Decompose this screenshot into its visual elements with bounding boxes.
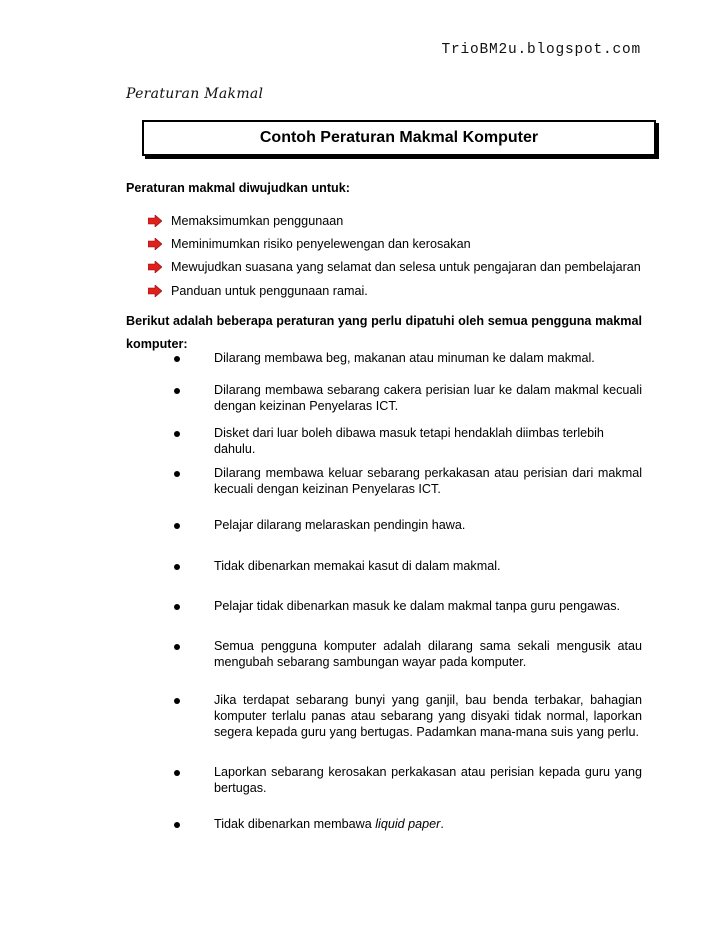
arrow-icon: [148, 215, 162, 227]
bullet-icon: [174, 770, 180, 776]
bullet-icon: [174, 822, 180, 828]
arrow-icon: [148, 261, 162, 273]
rule-text-prefix: Tidak dibenarkan membawa: [214, 817, 376, 831]
bullet-icon: [174, 564, 180, 570]
rule-text: Dilarang membawa sebarang cakera perisian luar ke dalam makmal kecuali dengan keizinan Penyelaras ICT.: [214, 383, 642, 413]
list-item: [148, 209, 641, 232]
bullet-icon: [174, 644, 180, 650]
list-item: [148, 256, 641, 279]
purpose-heading: Peraturan makmal diwujudkan untuk:: [126, 181, 350, 195]
rule-text: Disket dari luar boleh dibawa masuk tetapi hendaklah diimbas terlebih dahulu.: [214, 426, 604, 456]
purpose-item-text: Memaksimumkan penggunaan: [171, 213, 344, 228]
rule-text-suffix: .: [440, 817, 444, 831]
rule-text: Pelajar dilarang melaraskan pendingin hawa.: [214, 518, 466, 532]
site-url: TrioBM2u.blogspot.com: [441, 42, 641, 58]
arrow-icon: [148, 285, 162, 297]
rule-text: Pelajar tidak dibenarkan masuk ke dalam makmal tanpa guru pengawas.: [214, 599, 621, 613]
list-item: [148, 232, 641, 255]
title-box: [142, 120, 656, 156]
rule-text: Semua pengguna komputer adalah dilarang sama sekali mengusik atau mengubah sebarang sambungan wayar pada komputer.: [214, 639, 642, 669]
list-item: [148, 279, 641, 302]
bullet-icon: [174, 471, 180, 477]
rule-text: Jika terdapat sebarang bunyi yang ganjil, bau benda terbakar, bahagian komputer terlalu panas atau sebarang yang disyaki tidak normal, laporkan segera kepada guru yang bertugas. Padamkan mana-mana suis yang perlu.: [214, 693, 642, 739]
rule-text: [214, 816, 642, 832]
bullet-icon: [174, 431, 180, 437]
rule-text: Tidak dibenarkan memakai kasut di dalam makmal.: [214, 559, 501, 573]
bullet-icon: [174, 604, 180, 610]
bullet-icon: [174, 523, 180, 529]
bullet-icon: [174, 356, 180, 362]
rule-text: Dilarang membawa beg, makanan atau minuman ke dalam makmal.: [214, 351, 595, 365]
purpose-item-text: Panduan untuk penggunaan ramai.: [171, 283, 368, 298]
rules-lead: Berikut adalah beberapa peraturan yang perlu dipatuhi oleh semua pengguna makmal komputer:: [126, 314, 642, 351]
purpose-item-text: Mewujudkan suasana yang selamat dan selesa untuk pengajaran dan pembelajaran: [171, 260, 641, 275]
rule-text: Dilarang membawa keluar sebarang perkakasan atau perisian dari makmal kecuali dengan keizinan Penyelaras ICT.: [214, 466, 642, 496]
section-label: Peraturan Makmal: [126, 86, 264, 102]
arrow-icon: [148, 238, 162, 250]
rule-text: Laporkan sebarang kerosakan perkakasan atau perisian kepada guru yang bertugas.: [214, 765, 642, 795]
purpose-item-text: Meminimumkan risiko penyelewengan dan kerosakan: [171, 236, 471, 251]
page-title: Contoh Peraturan Makmal Komputer: [259, 129, 539, 146]
rule-text-emphasis: liquid paper: [375, 817, 441, 831]
bullet-icon: [174, 698, 180, 704]
purpose-list: [148, 209, 641, 302]
bullet-icon: [174, 388, 180, 394]
